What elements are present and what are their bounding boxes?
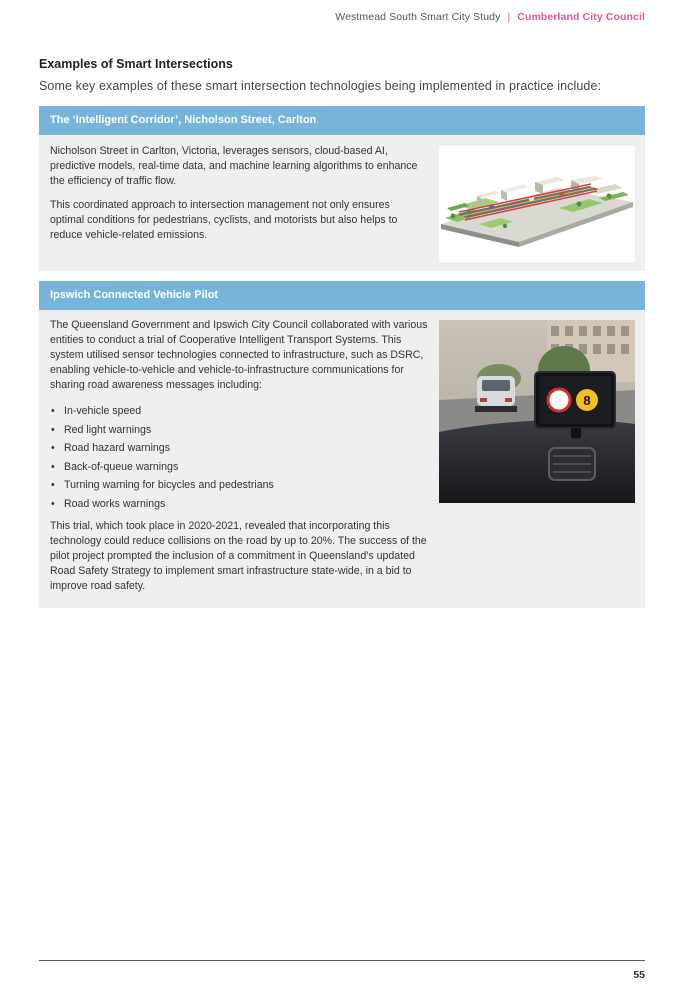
case-study-title: The ‘Intelligent Corridor’, Nicholson Street, Carlton bbox=[39, 106, 645, 135]
section-title: Examples of Smart Intersections bbox=[39, 57, 233, 71]
list-item: • Back-of-queue warnings bbox=[50, 458, 428, 477]
in-vehicle-display-photo bbox=[439, 320, 635, 503]
header-separator: | bbox=[507, 11, 511, 23]
list-item: • Road works warnings bbox=[50, 495, 428, 514]
case-study-body bbox=[50, 318, 428, 603]
page-number: 55 bbox=[633, 969, 645, 981]
bullet-icon: • bbox=[51, 460, 55, 473]
page-header bbox=[335, 11, 645, 23]
warning-list bbox=[50, 402, 428, 513]
case-study-ipswich bbox=[39, 281, 645, 608]
case-paragraph: Nicholson Street in Carlton, Victoria, leverages sensors, cloud-based AI, predictive models, real-time data, and machine learning algorithms to enhance the efficiency of traffic flow. bbox=[50, 145, 418, 187]
case-study-body bbox=[50, 144, 425, 252]
case-intro: The Queensland Government and Ipswich City Council collaborated with various entities to conduct a trial of Cooperative Intelligent Transport Systems. This system utilised sensor technologies connected to infrastructure, such as DSRC, enabling vehicle-to-vehicle and vehicle-to-infrastructure communications for sharing road awareness messages including: bbox=[50, 319, 428, 391]
list-item: • In-vehicle speed bbox=[50, 402, 428, 421]
case-closing: This trial, which took place in 2020-2021, revealed that incorporating this technology could reduce collisions on the road by up to 20%. The success of the pilot project prompted the inclusion of a commitment in Queensland’s updated Road Safety Strategy to implement smart infrastructure state-wide, in a bid to improve road safety. bbox=[50, 520, 427, 592]
bullet-icon: • bbox=[51, 442, 55, 454]
sign-number: 8 bbox=[583, 393, 591, 408]
section-intro: Some key examples of these smart intersection technologies being implemented in practice include: bbox=[39, 79, 602, 93]
bullet-icon: • bbox=[51, 497, 55, 510]
bullet-icon: • bbox=[51, 423, 55, 436]
corridor-3d-map-icon bbox=[439, 146, 635, 262]
list-item: • Red light warnings bbox=[50, 421, 428, 440]
study-title: Westmead South Smart City Study bbox=[335, 11, 501, 23]
list-item: • Turning warning for bicycles and pedestrians bbox=[50, 476, 428, 495]
council-name: Cumberland City Council bbox=[517, 11, 645, 23]
case-paragraph: This coordinated approach to intersection management not only ensures optimal conditions for pedestrians, cyclists, and motorists but also helps to reduce vehicle-related emissions. bbox=[50, 199, 398, 241]
intelligent-corridor-illustration bbox=[439, 146, 635, 262]
footer-divider bbox=[39, 960, 645, 961]
list-item: • Road hazard warnings bbox=[50, 439, 428, 458]
case-study-carlton bbox=[39, 106, 645, 271]
bullet-icon: • bbox=[51, 479, 55, 491]
case-study-title: Ipswich Connected Vehicle Pilot bbox=[39, 281, 645, 310]
bullet-icon: • bbox=[51, 405, 55, 417]
car-dashboard-photo-icon bbox=[439, 320, 635, 503]
